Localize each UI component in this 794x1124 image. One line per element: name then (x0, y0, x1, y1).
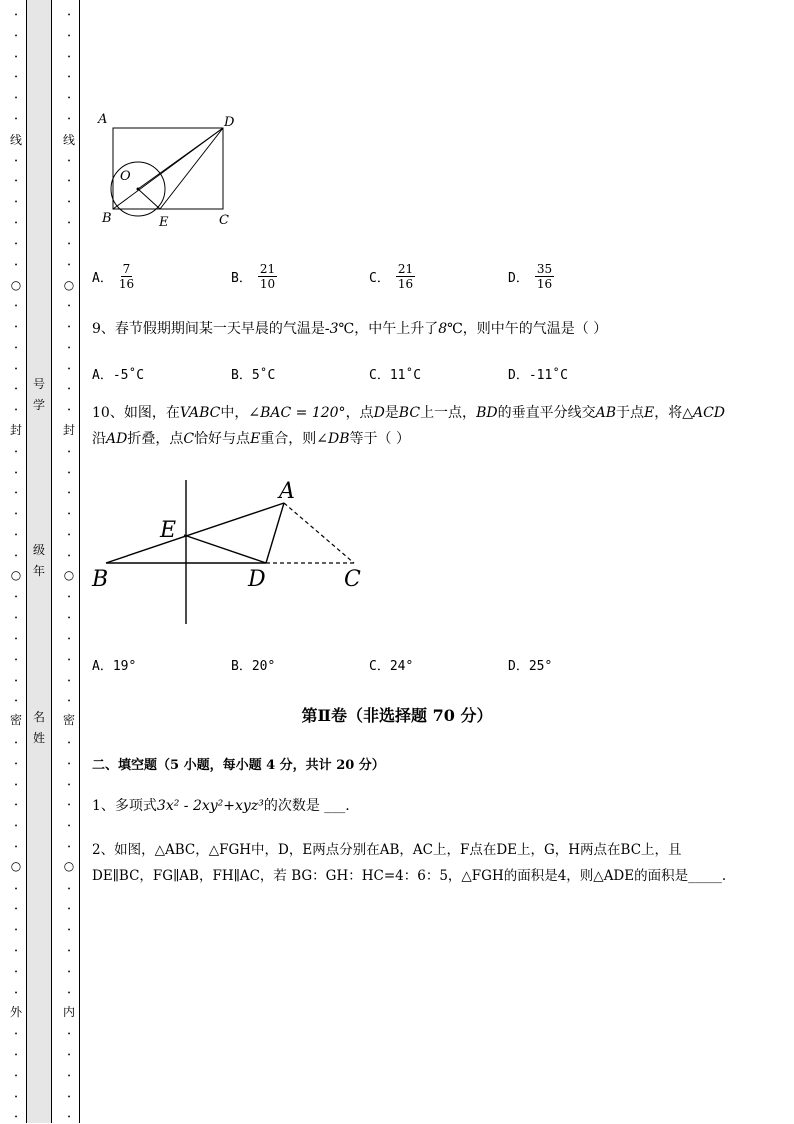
label-a: A (98, 112, 108, 127)
binding-dot: • (67, 1114, 71, 1122)
binding-dot: • (67, 532, 71, 539)
question-10-line2: 沿AD折叠，点C恰好与点E重合，则∠DB等于（ ） (92, 431, 410, 447)
binding-mark: 线 (62, 133, 75, 147)
binding-dot: • (67, 178, 71, 186)
label-o: O (120, 169, 131, 184)
option-letter: C． (369, 271, 390, 286)
label-c: C (219, 213, 229, 228)
binding-dot: • (14, 740, 18, 747)
binding-dot: • (67, 365, 71, 373)
label-e: E (160, 518, 177, 543)
fraction: $\frac{21}{10}$ (259, 262, 276, 291)
binding-mark: ○ (10, 859, 22, 873)
q8-option-c[interactable] (369, 262, 415, 291)
binding-dot: • (67, 386, 71, 394)
binding-dot: • (14, 386, 18, 394)
binding-mark: 外 (9, 1005, 22, 1019)
binding-dot: • (14, 968, 18, 976)
binding-dot: • (67, 636, 71, 643)
binding-dot: • (14, 636, 18, 643)
left-dot-column (8, 0, 24, 1123)
binding-dot: • (14, 1031, 18, 1039)
binding-dot: • (67, 240, 71, 248)
section-title: 第Ⅱ卷（非选择题 70 分） (301, 706, 493, 725)
fill-question-2-line1: 2、如图，△ABC，△FGH中，D，E两点分别在AB，AC上，F点在DE上，G，H两点在BC上，且 (92, 842, 682, 858)
binding-dot: • (67, 594, 71, 602)
binding-dot: • (14, 303, 18, 311)
q9-option-a[interactable]: A．-5˚C (92, 368, 145, 383)
binding-margin (0, 0, 82, 1123)
binding-dot: • (67, 12, 71, 19)
binding-dot: • (14, 906, 18, 914)
binding-dot: • (67, 448, 71, 456)
binding-dot: • (14, 532, 18, 539)
label-e: E (159, 215, 169, 230)
binding-mark: 密 (9, 713, 22, 727)
field-label: 姓 (32, 731, 45, 745)
binding-dot: • (14, 885, 18, 893)
binding-dot: • (67, 927, 71, 935)
binding-dot: • (67, 116, 71, 123)
binding-dot: • (67, 303, 71, 311)
label-d: D (248, 567, 266, 592)
binding-dot: • (14, 344, 18, 352)
binding-dot: • (67, 1031, 71, 1039)
binding-dot: • (67, 989, 71, 997)
fraction: $\frac{35}{16}$ (536, 262, 553, 291)
section-part-heading: 二、填空题（5 小题，每小题 4 分，共计 20 分） (92, 758, 385, 773)
binding-line (79, 0, 80, 1123)
binding-dot: • (67, 760, 71, 768)
binding-dot: • (14, 240, 18, 248)
q9-option-d[interactable]: D．-11˚C (508, 368, 568, 383)
fraction: $\frac{7}{16}$ (118, 262, 135, 291)
binding-dot: • (14, 948, 18, 955)
label-b: B (92, 567, 109, 592)
binding-dot: • (14, 698, 18, 706)
q8-option-b[interactable] (231, 262, 277, 291)
binding-dot: • (14, 365, 18, 373)
binding-dot: • (14, 927, 18, 935)
binding-dot: • (67, 1093, 71, 1101)
binding-dot: • (67, 511, 71, 519)
figure-q8 (92, 108, 252, 233)
right-dot-column (61, 0, 77, 1123)
binding-dot: • (14, 1052, 18, 1059)
option-letter: D． (508, 271, 529, 286)
binding-dot: • (14, 116, 18, 123)
binding-dot: • (14, 823, 18, 831)
binding-dot: • (67, 781, 71, 789)
binding-dot: • (67, 968, 71, 976)
binding-dot: • (14, 656, 18, 664)
q9-option-b[interactable]: B．5˚C (231, 368, 276, 383)
field-label: 号 (32, 377, 45, 391)
binding-dot: • (14, 199, 18, 207)
binding-dot: • (67, 324, 71, 331)
binding-dot: • (67, 53, 71, 61)
binding-dot: • (14, 157, 18, 165)
binding-mark: 封 (62, 423, 75, 437)
binding-dot: • (67, 32, 71, 40)
question-10-line1: 10、如图，在VABC中，∠BAC = 120°，点D是BC上一点，BD的垂直平分线交AB于点E，将△ACD (92, 405, 726, 421)
binding-dot: • (14, 12, 18, 19)
binding-mark: ○ (10, 278, 22, 292)
binding-dot: • (14, 220, 18, 227)
binding-mark: ○ (10, 568, 22, 582)
binding-dot: • (14, 53, 18, 61)
binding-dot: • (14, 469, 18, 477)
binding-dot: • (67, 74, 71, 82)
q8-option-d[interactable] (508, 262, 554, 291)
binding-mark: ○ (63, 568, 75, 582)
binding-dot: • (14, 511, 18, 519)
binding-dot: • (67, 906, 71, 914)
binding-dot: • (67, 698, 71, 706)
binding-mark: 密 (62, 713, 75, 727)
q9-option-c[interactable]: C．11˚C (369, 368, 422, 383)
binding-dot: • (14, 781, 18, 789)
fill-question-1: 1、多项式3x² - 2xy²+xyz³的次数是 ___. (92, 798, 350, 814)
binding-dot: • (67, 615, 71, 623)
q10-option-d[interactable]: D．25° (508, 659, 553, 674)
binding-dot: • (14, 178, 18, 186)
q8-option-a[interactable] (92, 262, 134, 291)
binding-dot: • (67, 1072, 71, 1080)
binding-dot: • (14, 74, 18, 82)
binding-dot: • (14, 261, 18, 269)
q10-option-c[interactable]: C．24° (369, 659, 414, 674)
binding-dot: • (14, 1093, 18, 1101)
binding-dot: • (67, 885, 71, 893)
binding-dot: • (67, 157, 71, 165)
field-label: 学 (32, 398, 45, 412)
binding-dot: • (67, 407, 71, 415)
binding-dot: • (14, 32, 18, 40)
binding-dot: • (14, 802, 18, 810)
binding-dot: • (14, 760, 18, 768)
binding-dot: • (14, 677, 18, 685)
binding-mark: 内 (62, 1005, 75, 1019)
binding-dot: • (14, 1072, 18, 1080)
binding-dot: • (67, 656, 71, 664)
binding-dot: • (67, 740, 71, 747)
label-b: B (102, 211, 112, 226)
binding-dot: • (14, 1114, 18, 1122)
question-9: 9、春节假期期间某一天早晨的气温是-3℃，中午上升了8℃，则中午的气温是（ ） (92, 321, 608, 337)
binding-dot: • (14, 844, 18, 851)
binding-dot: • (67, 220, 71, 227)
label-a: A (279, 479, 295, 504)
binding-dot: • (67, 552, 71, 560)
binding-mark: ○ (63, 278, 75, 292)
fraction: $\frac{21}{16}$ (397, 262, 414, 291)
binding-dot: • (67, 469, 71, 477)
binding-dot: • (14, 407, 18, 415)
binding-dot: • (14, 552, 18, 560)
binding-mark: 线 (9, 133, 22, 147)
q10-option-b[interactable]: B．20° (231, 659, 276, 674)
binding-dot: • (14, 989, 18, 997)
binding-mark: 封 (9, 423, 22, 437)
binding-dot: • (67, 490, 71, 498)
binding-dot: • (14, 95, 18, 103)
binding-dot: • (14, 448, 18, 456)
field-label: 年 (32, 564, 45, 578)
figure-q10 (88, 470, 378, 630)
field-label: 名 (32, 710, 45, 724)
binding-dot: • (67, 844, 71, 851)
binding-dot: • (14, 594, 18, 602)
binding-dot: • (67, 199, 71, 207)
binding-dot: • (67, 261, 71, 269)
fill-question-2-line2: DE∥BC，FG∥AB，FH∥AC，若 BG：GH：HC=4：6：5，△FGH的面积是4，则△ADE的面积是_____. (92, 868, 727, 884)
binding-dot: • (14, 615, 18, 623)
label-d: D (224, 115, 235, 130)
binding-dot: • (14, 324, 18, 331)
field-label: 级 (32, 543, 45, 557)
binding-dot: • (67, 948, 71, 955)
binding-dot: • (67, 802, 71, 810)
binding-dot: • (67, 344, 71, 352)
binding-dot: • (67, 95, 71, 103)
binding-dot: • (67, 1052, 71, 1059)
binding-dot: • (67, 677, 71, 685)
q10-option-a[interactable]: A．19° (92, 659, 137, 674)
binding-dot: • (67, 823, 71, 831)
binding-mark: ○ (63, 859, 75, 873)
binding-dot: • (14, 490, 18, 498)
option-letter: A． (92, 271, 113, 286)
option-letter: B． (231, 271, 252, 286)
label-c: C (344, 567, 361, 592)
